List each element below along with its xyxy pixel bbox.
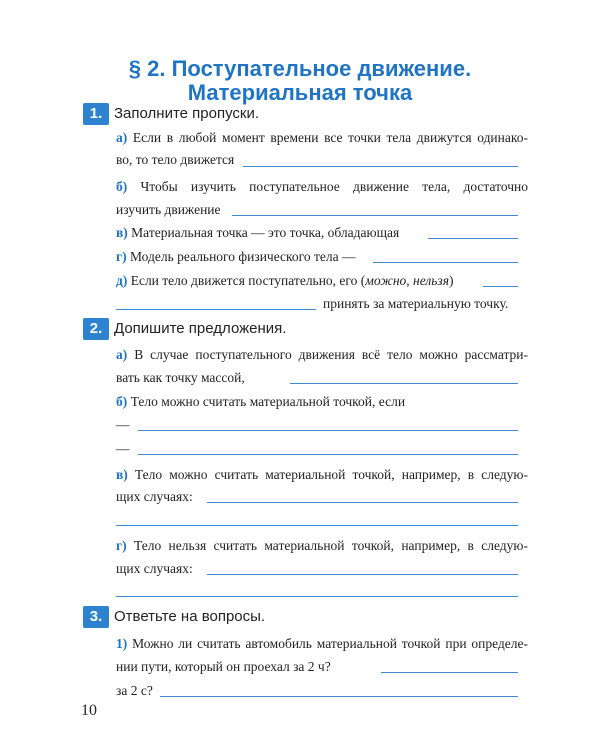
task-3-q1-text1: Можно ли считать автомобиль материальной точкой при определе- (132, 636, 528, 651)
task-1b-text1: Чтобы изучить поступательное движение тела, достаточно (140, 179, 528, 194)
task-2b-text: Тело можно считать материальной точкой, если (130, 394, 406, 409)
task-1d-answer-blank-2[interactable] (116, 309, 316, 310)
task-2g-answer-blank-2[interactable] (116, 596, 518, 597)
task-1b-marker: б) (116, 179, 128, 194)
task-1b-line1 (116, 178, 528, 196)
task-3-q1-line3: за 2 с? (116, 683, 153, 698)
task-1g-text: Модель реального физического тела — (130, 249, 356, 264)
task-2a-line1 (116, 346, 528, 364)
section-title-line2: Материальная точка (187, 80, 413, 105)
task-3-q1-line2: нии пути, который он проехал за 2 ч? (116, 659, 331, 674)
task-2b-marker: б) (116, 394, 128, 409)
task-2v-line1 (116, 466, 528, 484)
task-1v-answer-blank[interactable] (428, 238, 518, 239)
task-2b-line (116, 393, 528, 411)
task-2b-answer-blank-2[interactable] (138, 454, 518, 455)
task-3-q1-line1 (116, 635, 528, 653)
task-3-number-badge: 3. (83, 606, 109, 628)
task-2-number-badge: 2. (83, 318, 109, 340)
task-2a-answer-blank[interactable] (290, 383, 518, 384)
task-1v-text: Материальная точка — это точка, обладающая (131, 225, 400, 240)
task-1g-answer-blank[interactable] (373, 262, 518, 263)
task-3-q1-answer-blank-1[interactable] (381, 672, 518, 673)
task-1a-text1: Если в любой момент времени все точки тела движутся одинако- (132, 130, 528, 145)
task-1a-marker: а) (116, 130, 128, 145)
page-number: 10 (81, 702, 97, 719)
task-2g-line2: щих случаях: (116, 561, 193, 576)
task-1b-line2: изучить движение (116, 202, 221, 217)
task-2b-dash-2: — (116, 441, 130, 456)
task-2v-marker: в) (116, 467, 128, 482)
task-2a-text1: В случае поступательного движения всё тело можно рассматри- (134, 347, 528, 362)
task-1a-line2: во, то тело движется (116, 152, 235, 167)
task-1v-marker: в) (116, 225, 128, 240)
task-1d-marker: д) (116, 273, 128, 288)
task-1-title: Заполните пропуски. (114, 105, 260, 122)
task-1g-line (116, 248, 528, 266)
task-2v-text1: Тело можно считать материальной точкой, например, в следую- (134, 467, 529, 482)
task-2g-marker: г) (116, 538, 127, 553)
task-1-number-badge: 1. (83, 103, 109, 125)
task-2a-line2: вать как точку массой, (116, 370, 245, 385)
task-1d-option-cannot: нельзя (413, 273, 449, 288)
task-1d-option-can: можно (365, 273, 407, 288)
task-3-q1-marker: 1) (116, 636, 128, 651)
task-2b-dash-1: — (116, 417, 130, 432)
task-1d-text-b: ) (448, 273, 454, 288)
task-1v-line (116, 224, 528, 242)
task-1d-separator: , (406, 273, 414, 288)
task-2v-answer-blank-1[interactable] (207, 502, 518, 503)
task-1d-answer-blank-1[interactable] (483, 286, 518, 287)
task-2g-text1: Тело нельзя считать материальной точкой, например, в следую- (133, 538, 528, 553)
task-2v-answer-blank-2[interactable] (116, 525, 518, 526)
task-1d-line2: принять за материальную точку. (323, 296, 509, 311)
task-2b-answer-blank-1[interactable] (138, 430, 518, 431)
task-3-title: Ответьте на вопросы. (114, 608, 266, 625)
task-1d-text-a: Если тело движется поступательно, его ( (130, 273, 366, 288)
task-3-q1-answer-blank-2[interactable] (160, 696, 518, 697)
task-1a-line1 (116, 129, 528, 147)
task-1b-answer-blank[interactable] (232, 215, 518, 216)
task-1g-marker: г) (116, 249, 127, 264)
section-title-line1: § 2. Поступательное движение. (128, 56, 472, 81)
task-2v-line2: щих случаях: (116, 489, 193, 504)
task-2g-line1 (116, 537, 528, 555)
task-1a-answer-blank[interactable] (243, 166, 518, 167)
task-2a-marker: а) (116, 347, 128, 362)
task-2-title: Допишите предложения. (114, 320, 287, 337)
task-2g-answer-blank-1[interactable] (207, 574, 518, 575)
task-1d-line1 (116, 272, 528, 290)
